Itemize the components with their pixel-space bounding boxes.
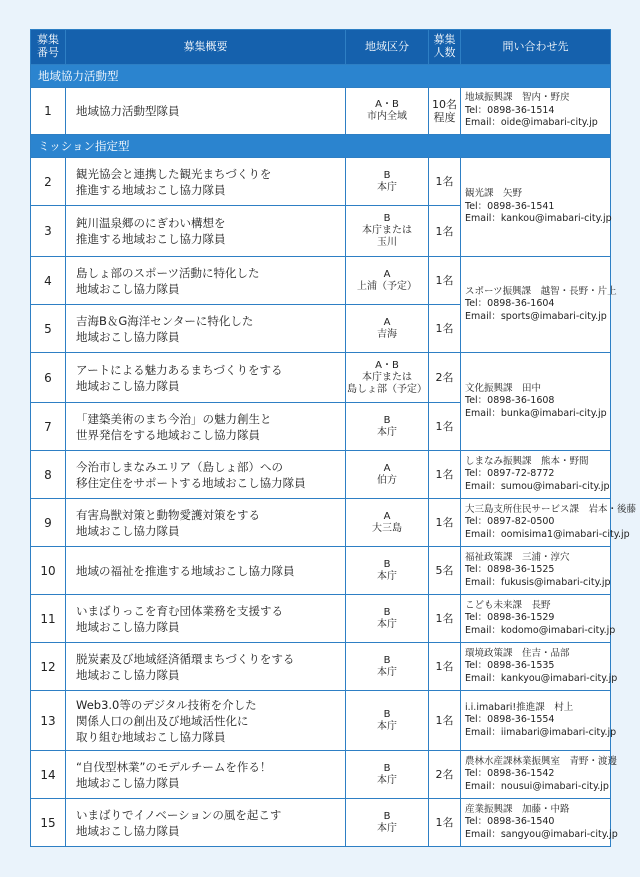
contact-cell (461, 691, 617, 751)
area-line: 玉川 (377, 237, 397, 248)
contact-dept: 福祉政策課 三浦・淳穴 (465, 551, 570, 563)
contact-cell (461, 88, 611, 135)
contact-dept: 農林水産課林業振興室 青野・渡邊 (465, 755, 618, 767)
table-row (31, 158, 611, 206)
header-number (31, 30, 66, 65)
contact-email[interactable]: Email：sports@imabari-city.jp (465, 310, 607, 322)
row-count: 1名 (429, 691, 461, 751)
recruitment-table-sheet (30, 29, 637, 847)
row-count: 5名 (429, 547, 461, 595)
row-number: 11 (31, 595, 66, 643)
contact-tel: Tel：0898-36-1540 (465, 816, 555, 828)
area-line: 本庁 (377, 774, 397, 786)
summary-line: 地域おこし協力隊員 (76, 667, 180, 682)
row-area (346, 206, 429, 257)
contact-tel: Tel：0898-36-1542 (465, 768, 555, 780)
category-row (31, 65, 611, 88)
contact-tel: Tel：0898-36-1604 (465, 298, 555, 310)
row-summary (66, 403, 346, 451)
contact-tel: Tel：0898-36-1554 (465, 714, 555, 726)
row-summary (66, 799, 346, 847)
row-count: 1名 (429, 305, 461, 353)
contact-dept: こども未来課 長野 (465, 599, 551, 611)
area-line: 上浦（予定） (357, 280, 417, 292)
area-line: 本庁 (377, 618, 397, 630)
area-line: B (383, 169, 391, 181)
count-line: 10名 (432, 98, 457, 111)
summary-line: いまばりでイノベーションの風を起こす (76, 807, 282, 822)
area-line: A (383, 462, 391, 474)
area-line: 本庁 (377, 426, 397, 438)
area-line: 島しょ部（予定） (347, 383, 427, 395)
row-number: 14 (31, 751, 66, 799)
row-area (346, 547, 429, 595)
contact-dept: i.i.imabari!推進課 村上 (465, 701, 574, 713)
table-row (31, 451, 611, 499)
summary-line: 地域おこし協力隊員 (76, 329, 180, 344)
row-count: 2名 (429, 353, 461, 403)
summary-line: 世界発信をする地域おこし協力隊員 (76, 427, 260, 442)
contact-tel: Tel：0897-82-0500 (465, 516, 555, 528)
row-summary (66, 751, 346, 799)
summary-line: 地域おこし協力隊員 (76, 523, 180, 538)
contact-email[interactable]: Email：sangyou@imabari-city.jp (465, 828, 618, 840)
summary-line: 推進する地域おこし協力隊員 (76, 232, 226, 246)
row-summary (66, 547, 346, 595)
row-number: 3 (31, 206, 66, 257)
table-row (31, 799, 611, 847)
area-line: 伯方 (377, 474, 397, 486)
row-number: 5 (31, 305, 66, 353)
table-row (31, 353, 611, 403)
row-area (346, 799, 429, 847)
row-number: 2 (31, 158, 66, 206)
table-row (31, 751, 611, 799)
row-count (429, 88, 461, 135)
summary-line: 「建築美術のまち今治」の魅力創生と (76, 411, 272, 426)
summary-line: 観光協会と連携した観光まちづくりを (76, 166, 272, 181)
contact-cell (461, 799, 618, 847)
summary-line: 地域おこし協力隊員 (76, 619, 180, 634)
area-line: 市内全域 (367, 111, 407, 122)
summary-line: アートによる魅力あるまちづくりをする (76, 362, 283, 377)
row-number: 9 (31, 499, 66, 547)
contact-dept: 観光課 矢野 (465, 188, 523, 200)
area-line: 本庁または (362, 371, 412, 383)
row-count: 1名 (429, 499, 461, 547)
area-line: B (383, 606, 391, 618)
summary-line: 移住定住をサポートする地域おこし協力隊員 (76, 475, 306, 490)
row-count: 1名 (429, 257, 461, 305)
summary-line: 有害鳥獣対策と動物愛護対策をする (76, 507, 260, 522)
contact-cell (461, 353, 611, 451)
summary-line: 今治市しまなみエリア（島しょ部）への (76, 459, 283, 474)
area-line: B (383, 762, 391, 774)
summary-line: Web3.0等のデジタル技術を介した (76, 697, 257, 712)
contact-dept: しまなみ振興課 熊本・野間 (465, 455, 589, 467)
area-line: B (383, 558, 391, 570)
contact-tel: Tel：0898-36-1608 (465, 395, 555, 407)
row-number: 12 (31, 643, 66, 691)
contact-tel: Tel：0898-36-1514 (465, 104, 555, 116)
row-area (346, 499, 429, 547)
row-area (346, 353, 429, 403)
summary-line: 推進する地域おこし協力隊員 (76, 182, 226, 197)
contact-cell (461, 547, 611, 595)
row-summary (66, 206, 346, 257)
contact-tel: Tel：0898-36-1541 (465, 200, 555, 212)
contact-cell (461, 257, 617, 353)
row-number: 1 (31, 88, 66, 135)
contact-dept: 産業振興課 加藤・中路 (465, 803, 570, 815)
row-summary (66, 643, 346, 691)
summary-line: 関係人口の創出及び地域活性化に (76, 713, 249, 728)
summary-line: 地域の福祉を推進する地域おこし協力隊員 (76, 563, 295, 578)
summary-line: “自伐型林業”のモデルチームを作る！ (76, 759, 272, 774)
row-area (346, 691, 429, 751)
summary-line: 地域おこし協力隊員 (76, 823, 180, 838)
contact-email[interactable]: Email：oomisima1@imabari-city.jp (465, 528, 630, 540)
contact-email[interactable]: Email：oide@imabari-city.jp (465, 117, 598, 129)
area-line: B (383, 414, 391, 426)
summary-line: 鈍川温泉郷のにぎわい構想を (76, 216, 226, 230)
row-summary (66, 595, 346, 643)
contact-email[interactable]: Email：kodomo@imabari-city.jp (465, 624, 616, 636)
summary-line: 地域おこし協力隊員 (76, 775, 180, 790)
header-area: 地域区分 (346, 30, 429, 65)
contact-cell (461, 595, 616, 643)
area-line: 本庁 (377, 666, 397, 678)
area-line: 本庁 (377, 822, 397, 834)
row-number: 13 (31, 691, 66, 751)
area-line: 大三島 (372, 522, 402, 534)
row-area (346, 88, 429, 135)
header-count-line2: 人数 (433, 46, 456, 59)
contact-cell (461, 751, 618, 799)
area-line: B (383, 708, 391, 720)
category-label: ミッション指定型 (31, 135, 611, 158)
contact-dept: 環境政策課 住吉・品部 (465, 647, 570, 659)
recruitment-table (30, 29, 637, 847)
contact-dept: 文化振興課 田中 (465, 382, 542, 394)
contact-dept: スポーツ振興課 越智・長野・片上 (465, 285, 617, 297)
area-line: B (383, 810, 391, 822)
summary-line: 地域おこし協力隊員 (76, 281, 180, 296)
header-count (429, 30, 461, 65)
contact-email[interactable]: Email：kankyou@imabari-city.jp (465, 672, 618, 684)
header-contact: 問い合わせ先 (461, 30, 611, 65)
row-count: 1名 (429, 403, 461, 451)
row-count: 1名 (429, 643, 461, 691)
area-line: A (383, 316, 391, 328)
category-row (31, 135, 611, 158)
contact-dept: 大三島支所住民サービス課 岩本・後藤 (465, 503, 637, 515)
table-row (31, 547, 611, 595)
table-row (31, 88, 611, 135)
header-summary: 募集概要 (66, 30, 346, 65)
row-summary (66, 451, 346, 499)
row-count: 1名 (429, 206, 461, 257)
row-summary (66, 691, 346, 751)
area-line: B (383, 654, 391, 666)
area-line: A (383, 510, 391, 522)
row-count: 1名 (429, 799, 461, 847)
area-line: 本庁 (377, 570, 397, 582)
row-count: 2名 (429, 751, 461, 799)
contact-cell (461, 643, 618, 691)
area-line: 本庁 (377, 181, 397, 193)
row-area (346, 257, 429, 305)
table-row (31, 691, 611, 751)
contact-email[interactable]: Email：sumou@imabari-city.jp (465, 480, 610, 492)
contact-email[interactable]: Email：bunka@imabari-city.jp (465, 407, 607, 419)
row-area (346, 158, 429, 206)
row-number: 15 (31, 799, 66, 847)
row-number: 7 (31, 403, 66, 451)
contact-tel: Tel：0898-36-1535 (465, 660, 555, 672)
summary-line: いまばりっこを育む団体業務を支援する (76, 603, 283, 618)
area-line: 本庁または (362, 225, 412, 236)
table-row (31, 257, 611, 305)
contact-email[interactable]: Email：fukusis@imabari-city.jp (465, 576, 611, 588)
summary-line: 脱炭素及び地域経済循環まちづくりをする (76, 651, 295, 666)
summary-line: 地域協力活動型隊員 (76, 104, 180, 118)
row-number: 10 (31, 547, 66, 595)
area-line: A・B (375, 359, 399, 371)
row-area (346, 403, 429, 451)
header-number-line2: 番号 (37, 46, 59, 59)
row-area (346, 595, 429, 643)
row-number: 8 (31, 451, 66, 499)
table-row (31, 499, 611, 547)
area-line: 吉海 (377, 328, 397, 340)
contact-cell (461, 499, 637, 547)
header-count-line1: 募集 (433, 33, 456, 47)
table-row (31, 643, 611, 691)
area-line: A (383, 268, 391, 280)
contact-tel: Tel：0897-72-8772 (465, 468, 555, 480)
area-line: 本庁 (377, 720, 397, 732)
row-number: 6 (31, 353, 66, 403)
row-area (346, 451, 429, 499)
table-header-row (31, 30, 611, 65)
row-summary (66, 158, 346, 206)
contact-email[interactable]: Email：iimabari@imabari-city.jp (465, 726, 617, 738)
row-area (346, 305, 429, 353)
row-number: 4 (31, 257, 66, 305)
contact-cell (461, 451, 611, 499)
contact-tel: Tel：0898-36-1529 (465, 612, 555, 624)
row-area (346, 643, 429, 691)
table-row (31, 595, 611, 643)
contact-email[interactable]: Email：kankou@imabari-city.jp (465, 213, 612, 225)
count-line: 程度 (433, 111, 456, 124)
row-summary (66, 257, 346, 305)
row-count: 1名 (429, 158, 461, 206)
category-label: 地域協力活動型 (31, 65, 611, 88)
row-summary (66, 353, 346, 403)
contact-tel: Tel：0898-36-1525 (465, 564, 555, 576)
contact-dept: 地域振興課 智内・野戻 (465, 92, 570, 104)
row-summary (66, 305, 346, 353)
area-line: A・B (375, 99, 399, 110)
contact-cell (461, 158, 611, 257)
row-count: 1名 (429, 451, 461, 499)
summary-line: 吉海B＆G海洋センターに特化した (76, 313, 254, 328)
header-number-line1: 募集 (37, 33, 59, 47)
row-area (346, 751, 429, 799)
area-line: B (383, 213, 391, 224)
summary-line: 島しょ部のスポーツ活動に特化した (76, 265, 260, 280)
row-summary (66, 499, 346, 547)
contact-email[interactable]: Email：nousui@imabari-city.jp (465, 780, 609, 792)
summary-line: 取り組む地域おこし協力隊員 (76, 729, 226, 744)
row-summary (66, 88, 346, 135)
row-count: 1名 (429, 595, 461, 643)
summary-line: 地域おこし協力隊員 (76, 378, 180, 393)
